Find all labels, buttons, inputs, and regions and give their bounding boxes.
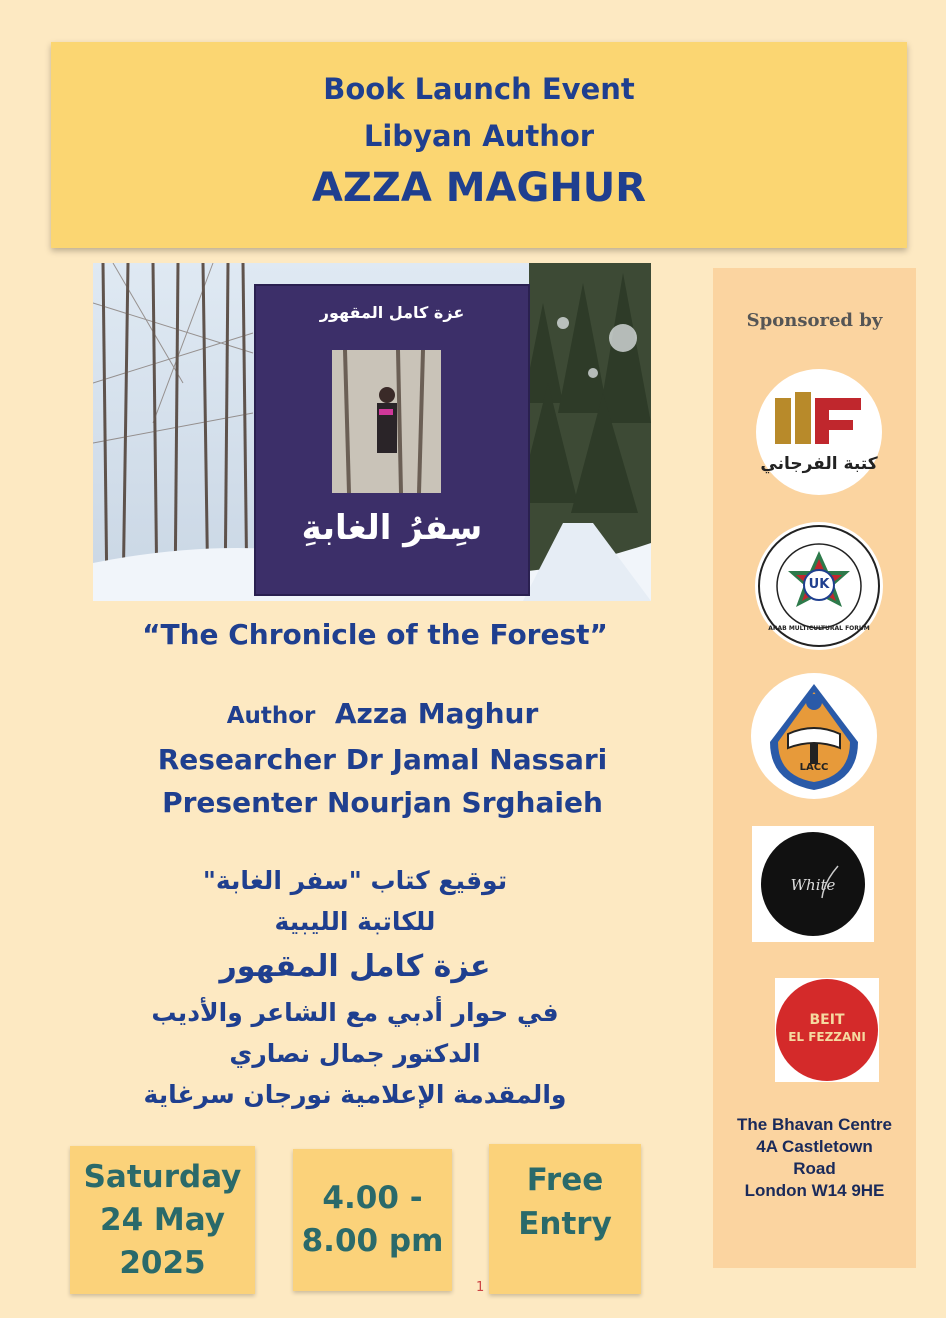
arab-forum-logo-ring: ARAB MULTICULTURAL FORUM [768, 625, 870, 632]
venue-address [713, 1114, 916, 1202]
farjani-logo-icon [755, 368, 883, 496]
author-origin: Libyan Author [363, 119, 595, 153]
arabic-line: والمقدمة الإعلامية نورجان سرغاية [143, 1080, 567, 1109]
time-start: 4.00 - [322, 1180, 423, 1216]
header-banner [51, 42, 907, 248]
arabic-line: توقيع كتاب "سفر الغابة" [202, 866, 508, 895]
credit-name: Dr Jamal Nassari [345, 743, 608, 776]
credit-role: Presenter [162, 786, 318, 819]
sponsor-logo-beit-el-fezzani [775, 978, 879, 1082]
lacc-logo-icon [750, 672, 878, 800]
date-day: Saturday [83, 1158, 242, 1195]
page-number: 1 [476, 1280, 485, 1295]
credit-researcher [60, 738, 705, 781]
entry-box [489, 1144, 641, 1294]
sponsor-sidebar [713, 268, 916, 1268]
arab-forum-logo-uk: UK [808, 577, 830, 592]
venue-line: Road [793, 1159, 836, 1178]
arabic-line: في حوار أدبي مع الشاعر والأديب [151, 998, 559, 1027]
date-daymonth: 24 May [100, 1201, 225, 1238]
credit-name: Nourjan Srghaieh [326, 786, 603, 819]
sponsor-logo-lacc [750, 672, 878, 800]
fezzani-logo-line2: EL FEZZANI [788, 1030, 866, 1044]
lacc-logo-text: LACC [799, 762, 829, 773]
entry-label: Entry [518, 1206, 612, 1242]
credit-presenter [60, 781, 705, 824]
cover-author-ar: عزة كامل المقهور [319, 303, 465, 322]
credit-author [60, 692, 705, 738]
arabic-line: الدكتور جمال نصاري [229, 1039, 481, 1068]
author-name-title: AZZA MAGHUR [311, 165, 647, 211]
date-year: 2025 [119, 1244, 206, 1281]
credit-name: Azza Maghur [334, 697, 539, 730]
credit-role: Author [226, 703, 316, 729]
cover-title-ar: سِفرُ الغابةِ [301, 508, 483, 548]
book-cover-photo [93, 263, 651, 601]
arabic-description [130, 860, 580, 1115]
credit-role: Researcher [157, 743, 336, 776]
time-box [293, 1149, 452, 1291]
farjani-logo-text: كتبة الفرجاني [760, 454, 878, 474]
sponsor-logo-farjani [755, 368, 883, 496]
venue-line: 4A Castletown [756, 1137, 873, 1156]
date-box [70, 1146, 255, 1294]
time-end: 8.00 pm [301, 1223, 444, 1259]
credits-block [60, 692, 705, 824]
book-title-en: “The Chronicle of the Forest” [142, 618, 608, 651]
venue-line: The Bhavan Centre [737, 1115, 892, 1134]
event-type: Book Launch Event [323, 72, 635, 106]
white-logo-text: White [790, 876, 836, 894]
arabic-author-name: عزة كامل المقهور [219, 949, 491, 984]
entry-free: Free [526, 1162, 604, 1198]
sponsor-logo-white [752, 826, 874, 942]
fezzani-logo-line1: BEIT [809, 1012, 845, 1028]
venue-line: London W14 9HE [744, 1181, 885, 1200]
arabic-line: للكاتبة الليبية [274, 907, 436, 936]
sponsored-by-label: Sponsored by [746, 310, 883, 331]
sponsor-logo-arab-forum [754, 521, 884, 651]
